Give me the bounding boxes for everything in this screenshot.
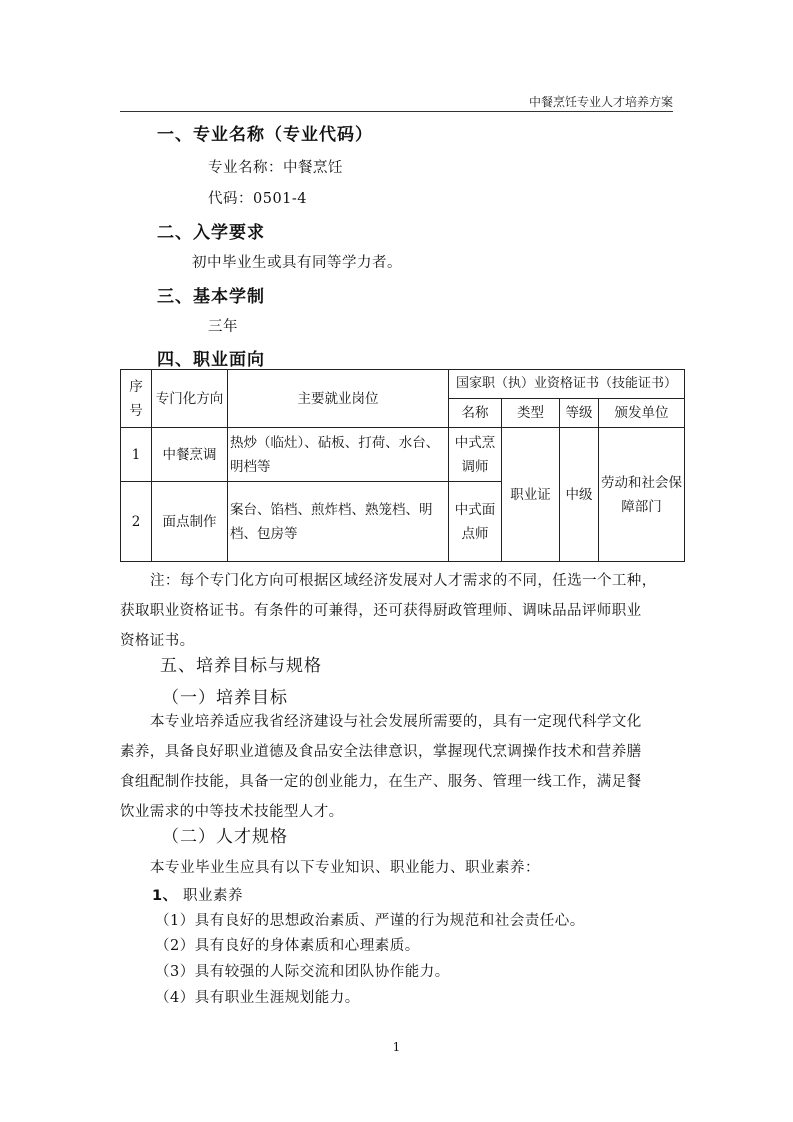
row-cert-name: 中式面点师 — [449, 482, 502, 562]
spec-point: （2）具有良好的身体素质和心理素质。 — [155, 938, 420, 954]
header-rule — [120, 111, 673, 112]
goal-line: 素养，具备良好职业道德及食品安全法律意识，掌握现代烹调操作技术和营养膳 — [120, 744, 642, 760]
row-seq: 1 — [121, 428, 152, 482]
note-line: 注：每个专门化方向可根据区域经济发展对人才需求的不同，任选一个工种， — [150, 573, 657, 589]
goal-line: 饮业需求的中等技术技能型人才。 — [120, 804, 344, 820]
section-heading-career: 四、职业面向 — [157, 350, 265, 370]
cert-level-cell: 中级 — [560, 428, 599, 562]
section-heading-admission: 二、入学要求 — [157, 223, 265, 243]
header-cert-type: 类型 — [502, 399, 560, 428]
section-heading-duration: 三、基本学制 — [157, 287, 265, 307]
row-cert-name: 中式烹调师 — [449, 428, 502, 482]
subheading-goal: （一）培养目标 — [162, 688, 288, 708]
row-direction: 面点制作 — [152, 482, 228, 562]
section-heading-goals: 五、培养目标与规格 — [160, 656, 322, 676]
duration-text: 三年 — [208, 319, 238, 335]
note-line: 获取职业资格证书。有条件的可兼得，还可获得厨政管理师、调味品品评师职业 — [120, 603, 642, 619]
goal-line: 本专业培养适应我省经济建设与社会发展所需要的，具有一定现代科学文化 — [150, 714, 642, 730]
section-heading-name: 一、专业名称（专业代码） — [157, 125, 373, 145]
spec-point: （3）具有较强的人际交流和团队协作能力。 — [155, 964, 450, 980]
header-cert-name: 名称 — [449, 399, 502, 428]
running-header: 中餐烹饪专业人才培养方案 — [528, 95, 673, 109]
goal-line: 食组配制作技能，具备一定的创业能力，在生产、服务、管理一线工作，满足餐 — [120, 774, 642, 790]
career-table — [120, 369, 685, 562]
header-cert-group: 国家职（执）业资格证书（技能证书） — [449, 370, 685, 399]
spec-point: （1）具有良好的思想政治素质、严谨的行为规范和社会责任心。 — [155, 913, 585, 929]
cert-issuer-cell: 劳动和社会保障部门 — [599, 428, 685, 562]
header-cert-level: 等级 — [560, 399, 599, 428]
spec-intro: 本专业毕业生应具有以下专业知识、职业能力、职业素养： — [150, 860, 540, 876]
header-seq: 序号 — [121, 370, 152, 428]
header-cert-issuer: 颁发单位 — [599, 399, 685, 428]
admission-text: 初中毕业生或具有同等学力者。 — [192, 255, 402, 271]
subheading-spec: （二）人才规格 — [162, 827, 288, 847]
table-row — [121, 428, 685, 482]
table-note — [120, 566, 685, 656]
item-number: 1、 — [152, 888, 178, 904]
major-code-line: 代码：0501-4 — [208, 191, 308, 207]
row-seq: 2 — [121, 482, 152, 562]
cert-type-cell: 职业证 — [502, 428, 560, 562]
header-jobs: 主要就业岗位 — [228, 370, 449, 428]
header-direction: 专门化方向 — [152, 370, 228, 428]
spec-point: （4）具有职业生涯规划能力。 — [155, 990, 360, 1006]
note-line: 资格证书。 — [120, 633, 195, 649]
major-name-line: 专业名称：中餐烹饪 — [208, 160, 343, 176]
goal-paragraph — [120, 707, 685, 827]
row-direction: 中餐烹调 — [152, 428, 228, 482]
item-label: 职业素养 — [183, 888, 243, 904]
row-jobs: 热炒（临灶）、砧板、打荷、水台、明档等 — [228, 428, 449, 482]
row-jobs: 案台、馅档、煎炸档、熟笼档、明档、包房等 — [228, 482, 449, 562]
page-number: 1 — [392, 1040, 401, 1054]
